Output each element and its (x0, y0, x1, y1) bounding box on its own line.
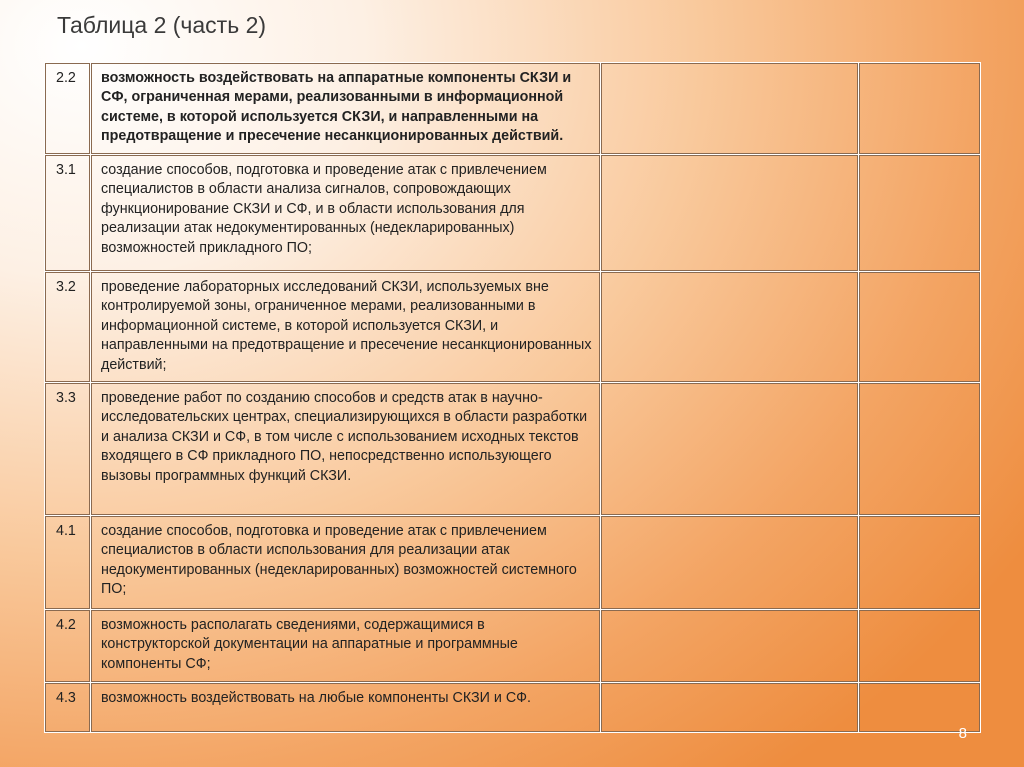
row-number: 3.3 (45, 383, 91, 516)
row-number: 4.1 (45, 516, 91, 610)
table-row (45, 155, 981, 272)
empty-cell (601, 516, 859, 610)
empty-cell (859, 516, 981, 610)
row-description: создание способов, подготовка и проведение атак с привлечением специалистов в области анализа сигналов, сопровождающих функционирование СКЗИ и СФ, и в области использования для реализации атак недокументированных (недекларированных) возможностей прикладного ПО; (91, 155, 601, 272)
row-description: проведение работ по созданию способов и средств атак в научно-исследовательских центрах, специализирующихся в области разработки и анализа СКЗИ и СФ, в том числе с использованием исходных текстов входящего в СФ прикладного ПО, непосредственно использующего вызовы программных функций СКЗИ. (91, 383, 601, 516)
slide-title: Таблица 2 (часть 2) (57, 12, 267, 38)
table-row (45, 683, 981, 733)
empty-cell (601, 383, 859, 516)
empty-cell (601, 610, 859, 683)
row-description: создание способов, подготовка и проведение атак с привлечением специалистов в области использования для реализации атак недокументированных (недекларированных) возможностей системного ПО; (91, 516, 601, 610)
empty-cell (859, 155, 981, 272)
page-number: 8 (958, 725, 967, 742)
row-number: 4.2 (45, 610, 91, 683)
table-row (45, 383, 981, 516)
table-row (45, 516, 981, 610)
row-number: 2.2 (45, 63, 91, 155)
empty-cell (601, 272, 859, 383)
empty-cell (601, 155, 859, 272)
threat-table-container (44, 62, 980, 733)
row-number: 4.3 (45, 683, 91, 733)
row-number: 3.1 (45, 155, 91, 272)
empty-cell (859, 63, 981, 155)
empty-cell (859, 610, 981, 683)
empty-cell (859, 272, 981, 383)
row-description: возможность располагать сведениями, содержащимися в конструкторской документации на аппаратные и программные компоненты СФ; (91, 610, 601, 683)
table-row (45, 272, 981, 383)
row-description: возможность воздействовать на любые компоненты СКЗИ и СФ. (91, 683, 601, 733)
threat-table (44, 62, 981, 733)
empty-cell (601, 683, 859, 733)
table-row (45, 63, 981, 155)
row-description: возможность воздействовать на аппаратные компоненты СКЗИ и СФ, ограниченная мерами, реализованными в информационной системе, в которой используется СКЗИ, и направленными на предотвращение и пресечение несанкционированных действий. (91, 63, 601, 155)
empty-cell (601, 63, 859, 155)
row-number: 3.2 (45, 272, 91, 383)
row-description: проведение лабораторных исследований СКЗИ, используемых вне контролируемой зоны, ограниченное мерами, реализованными в информационной системе, в которой используется СКЗИ, и направленными на предотвращение и пресечение несанкционированных действий; (91, 272, 601, 383)
table-row (45, 610, 981, 683)
empty-cell (859, 383, 981, 516)
